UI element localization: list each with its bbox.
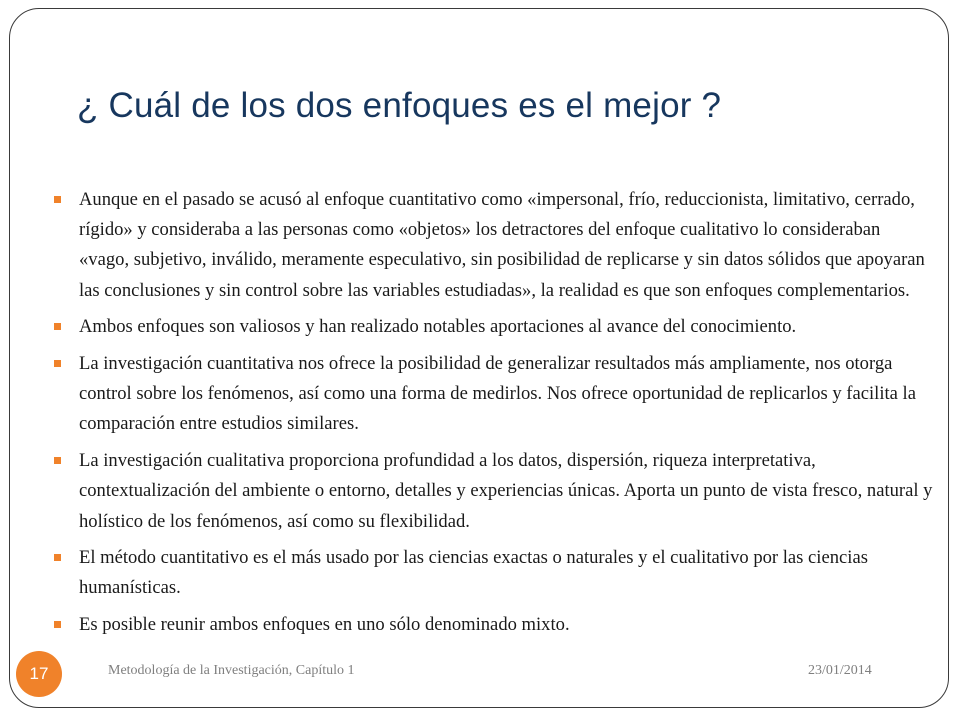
bullet-item <box>54 543 934 603</box>
square-bullet-icon <box>54 621 61 628</box>
square-bullet-icon <box>54 360 61 367</box>
bullet-text: Aunque en el pasado se acusó al enfoque cuantitativo como «impersonal, frío, reduccionista, limitativo, cerrado, rígido» y consideraba a las personas como «objetos» los detractores del enfoque cualitativo lo consideraban «vago, subjetivo, inválido, meramente especulativo, sin posibilidad de replicarse y sin datos sólidos que apoyaran las conclusiones y sin control sobre las variables estudiadas», la realidad es que son enfoques complementarios. <box>79 189 925 301</box>
bullet-item <box>54 185 934 306</box>
footer-course: Metodología de la Investigación, Capítulo 1 <box>108 663 355 678</box>
bullet-text: Ambos enfoques son valiosos y han realizado notables aportaciones al avance del conocimiento. <box>79 316 797 338</box>
square-bullet-icon <box>54 457 61 464</box>
bullet-list <box>54 185 934 647</box>
bullet-text: La investigación cualitativa proporciona profundidad a los datos, dispersión, riqueza interpretativa, contextualización del ambiente o entorno, detalles y experiencias únicas. Aporta un punto de vista fresco, natural y holístico de los fenómenos, así como su flexibilidad. <box>79 450 933 532</box>
bullet-item <box>54 312 934 342</box>
bullet-item <box>54 349 934 440</box>
bullet-text: El método cuantitativo es el más usado por las ciencias exactas o naturales y el cualitativo por las ciencias humanísticas. <box>79 547 868 599</box>
square-bullet-icon <box>54 323 61 330</box>
square-bullet-icon <box>54 196 61 203</box>
bullet-item <box>54 446 934 537</box>
footer-date: 23/01/2014 <box>808 663 872 678</box>
page-number-badge: 17 <box>16 651 62 697</box>
bullet-text: Es posible reunir ambos enfoques en uno sólo denominado mixto. <box>79 614 570 636</box>
bullet-text: La investigación cuantitativa nos ofrece la posibilidad de generalizar resultados más ampliamente, nos otorga control sobre los fenómenos, así como una forma de medirlos. Nos ofrece oportunidad de replicarlos y facilita la comparación entre estudios similares. <box>79 353 916 435</box>
bullet-item <box>54 610 934 640</box>
slide-title: ¿ Cuál de los dos enfoques es el mejor ? <box>77 86 722 125</box>
square-bullet-icon <box>54 554 61 561</box>
